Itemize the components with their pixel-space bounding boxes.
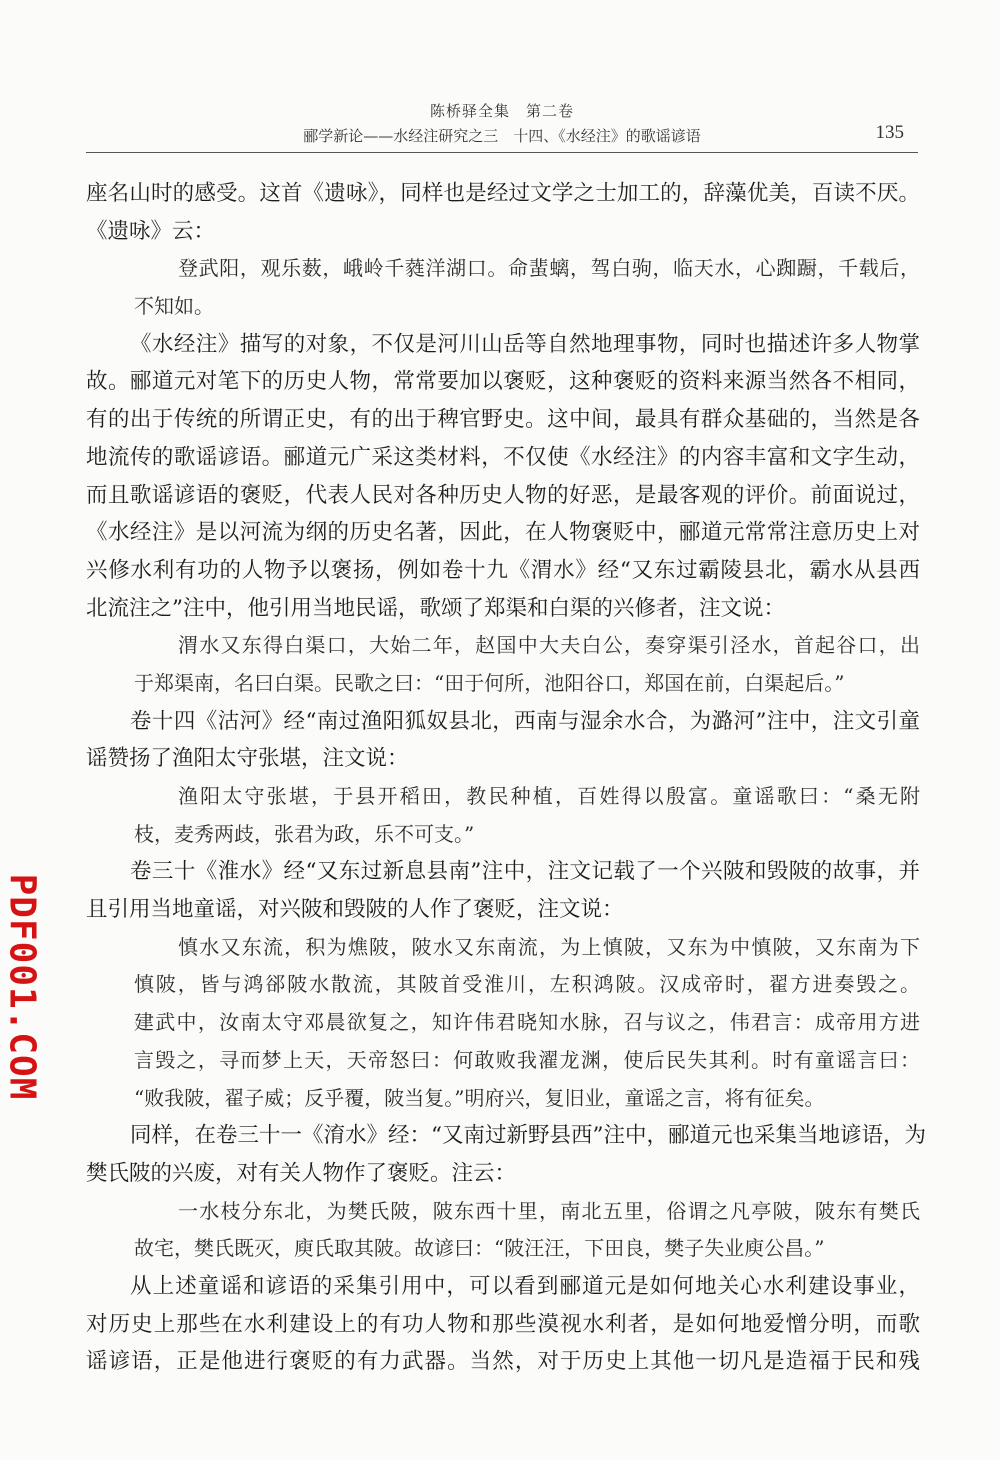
text-line: 谣赞扬了渔阳太守张堪，注文说： [86,746,409,772]
quote-line: 故宅，樊氏既灭，庾氏取其陂。故谚曰：“陂汪汪，下田良，樊子失业庾公昌。” [134,1236,825,1261]
quote-line: 言毁之，寻而梦上天，天帝怒曰：何敢败我濯龙渊，使后民失其利。时有童谣言曰： [134,1047,920,1072]
text-line: 座名山时的感受。这首《遗咏》，同样也是经过文学之士加工的，辞藻优美，百读不厌。 [86,181,920,206]
text-line: 且引用当地童谣，对兴陂和毁陂的人作了褒贬，注文说： [86,897,624,923]
chapter-subtitle: 郦学新论——水经注研究之三 十四、《水经注》的歌谣谚语 [303,127,701,145]
quote-line: 慎水又东流，积为燋陂，陂水又东南流，为上慎陂，又东为中慎陂，又东南为下 [178,934,920,959]
text-line: 从上述童谣和谚语的采集引用中，可以看到郦道元是如何地关心水利建设事业， [130,1273,920,1299]
running-header [86,96,918,153]
watermark-logo [0,862,44,1112]
text-line: 《水经注》描写的对象，不仅是河川山岳等自然地理事物，同时也描述许多人物掌 [130,331,920,357]
quote-line: 建武中，汝南太守邓晨欲复之，知许伟君晓知水脉，召与议之，伟君言：成帝用方进 [134,1010,920,1035]
text-line: 地流传的歌谣谚语。郦道元广采这类材料，不仅使《水经注》的内容丰富和文字生动， [86,444,920,470]
text-line: 北流注之”注中，他引用当地民谣，歌颂了郑渠和白渠的兴修者，注文说： [86,595,785,621]
quote-line: 渭水又东得白渠口，大始二年，赵国中大夫白公，奏穿渠引泾水，首起谷口，出 [178,633,920,658]
text-line: 兴修水利有功的人物予以褒扬，例如卷十九《渭水》经“又东过霸陵县北，霸水从县西 [86,557,920,583]
text-line: 卷十四《沽河》经“南过渔阳狐奴县北，西南与湿余水合，为潞河”注中，注文引童 [130,708,920,734]
quote-line: 慎陂，皆与鸿郤陂水散流，其陂首受淮川，左积鸿陂。汉成帝时，翟方进奏毁之。 [134,972,920,997]
text-line: 同样，在卷三十一《淯水》经：“又南过新野县西”注中，郦道元也采集当地谚语，为 [130,1123,926,1149]
text-line: 《遗咏》云： [86,218,216,244]
text-line: 对历史上那些在水利建设上的有功人物和那些漠视水利者，是如何地爱憎分明，而歌 [86,1311,920,1337]
quote-line: 渔阳太守张堪，于县开稻田，教民种植，百姓得以殷富。童谣歌曰：“桑无附 [178,784,920,808]
text-line: 故。郦道元对笔下的历史人物，常常要加以褒贬，这种褒贬的资料来源当然各不相同， [86,369,920,395]
book-series-title: 陈桥驿全集 第二卷 [429,102,574,120]
watermark-text: PDF001.COM [1,873,43,1101]
text-line: 《水经注》是以河流为纲的历史名著，因此，在人物褒贬中，郦道元常常注意历史上对 [86,520,920,546]
quote-line: 于郑渠南，名曰白渠。民歌之曰：“田于何所，池阳谷口，郑国在前，白渠起后。” [134,670,845,695]
quote-line: 登武阳，观乐薮，峨岭千蕤洋湖口。命蜚螭，驾白驹，临天水，心踟蹰，千载后， [178,256,920,281]
text-line: 卷三十《淮水》经“又东过新息县南”注中，注文记载了一个兴陂和毁陂的故事，并 [130,859,920,885]
text-line: 樊氏陂的兴废，对有关人物作了褒贬。注云： [86,1160,517,1186]
page-number: 135 [875,122,904,143]
body-text [86,175,926,1381]
quote-line: 一水枝分东北，为樊氏陂，陂东西十里，南北五里，俗谓之凡亭陂，陂东有樊氏 [178,1198,920,1223]
text-line: 有的出于传统的所谓正史，有的出于稗官野史。这中间，最具有群众基础的，当然是各 [86,407,920,433]
quote-line: “败我陂，翟子威；反乎覆，陂当复。”明府兴，复旧业，童谣之言，将有征矣。 [134,1085,825,1110]
text-line: 谣谚语，正是他进行褒贬的有力武器。当然，对于历史上其他一切凡是造福于民和残 [86,1349,920,1375]
text-line: 而且歌谣谚语的褒贬，代表人民对各种历史人物的好恶，是最客观的评价。前面说过， [86,482,920,508]
quote-line: 不知如。 [134,294,214,319]
quote-line: 枝，麦秀两歧，张君为政，乐不可支。” [134,821,475,846]
